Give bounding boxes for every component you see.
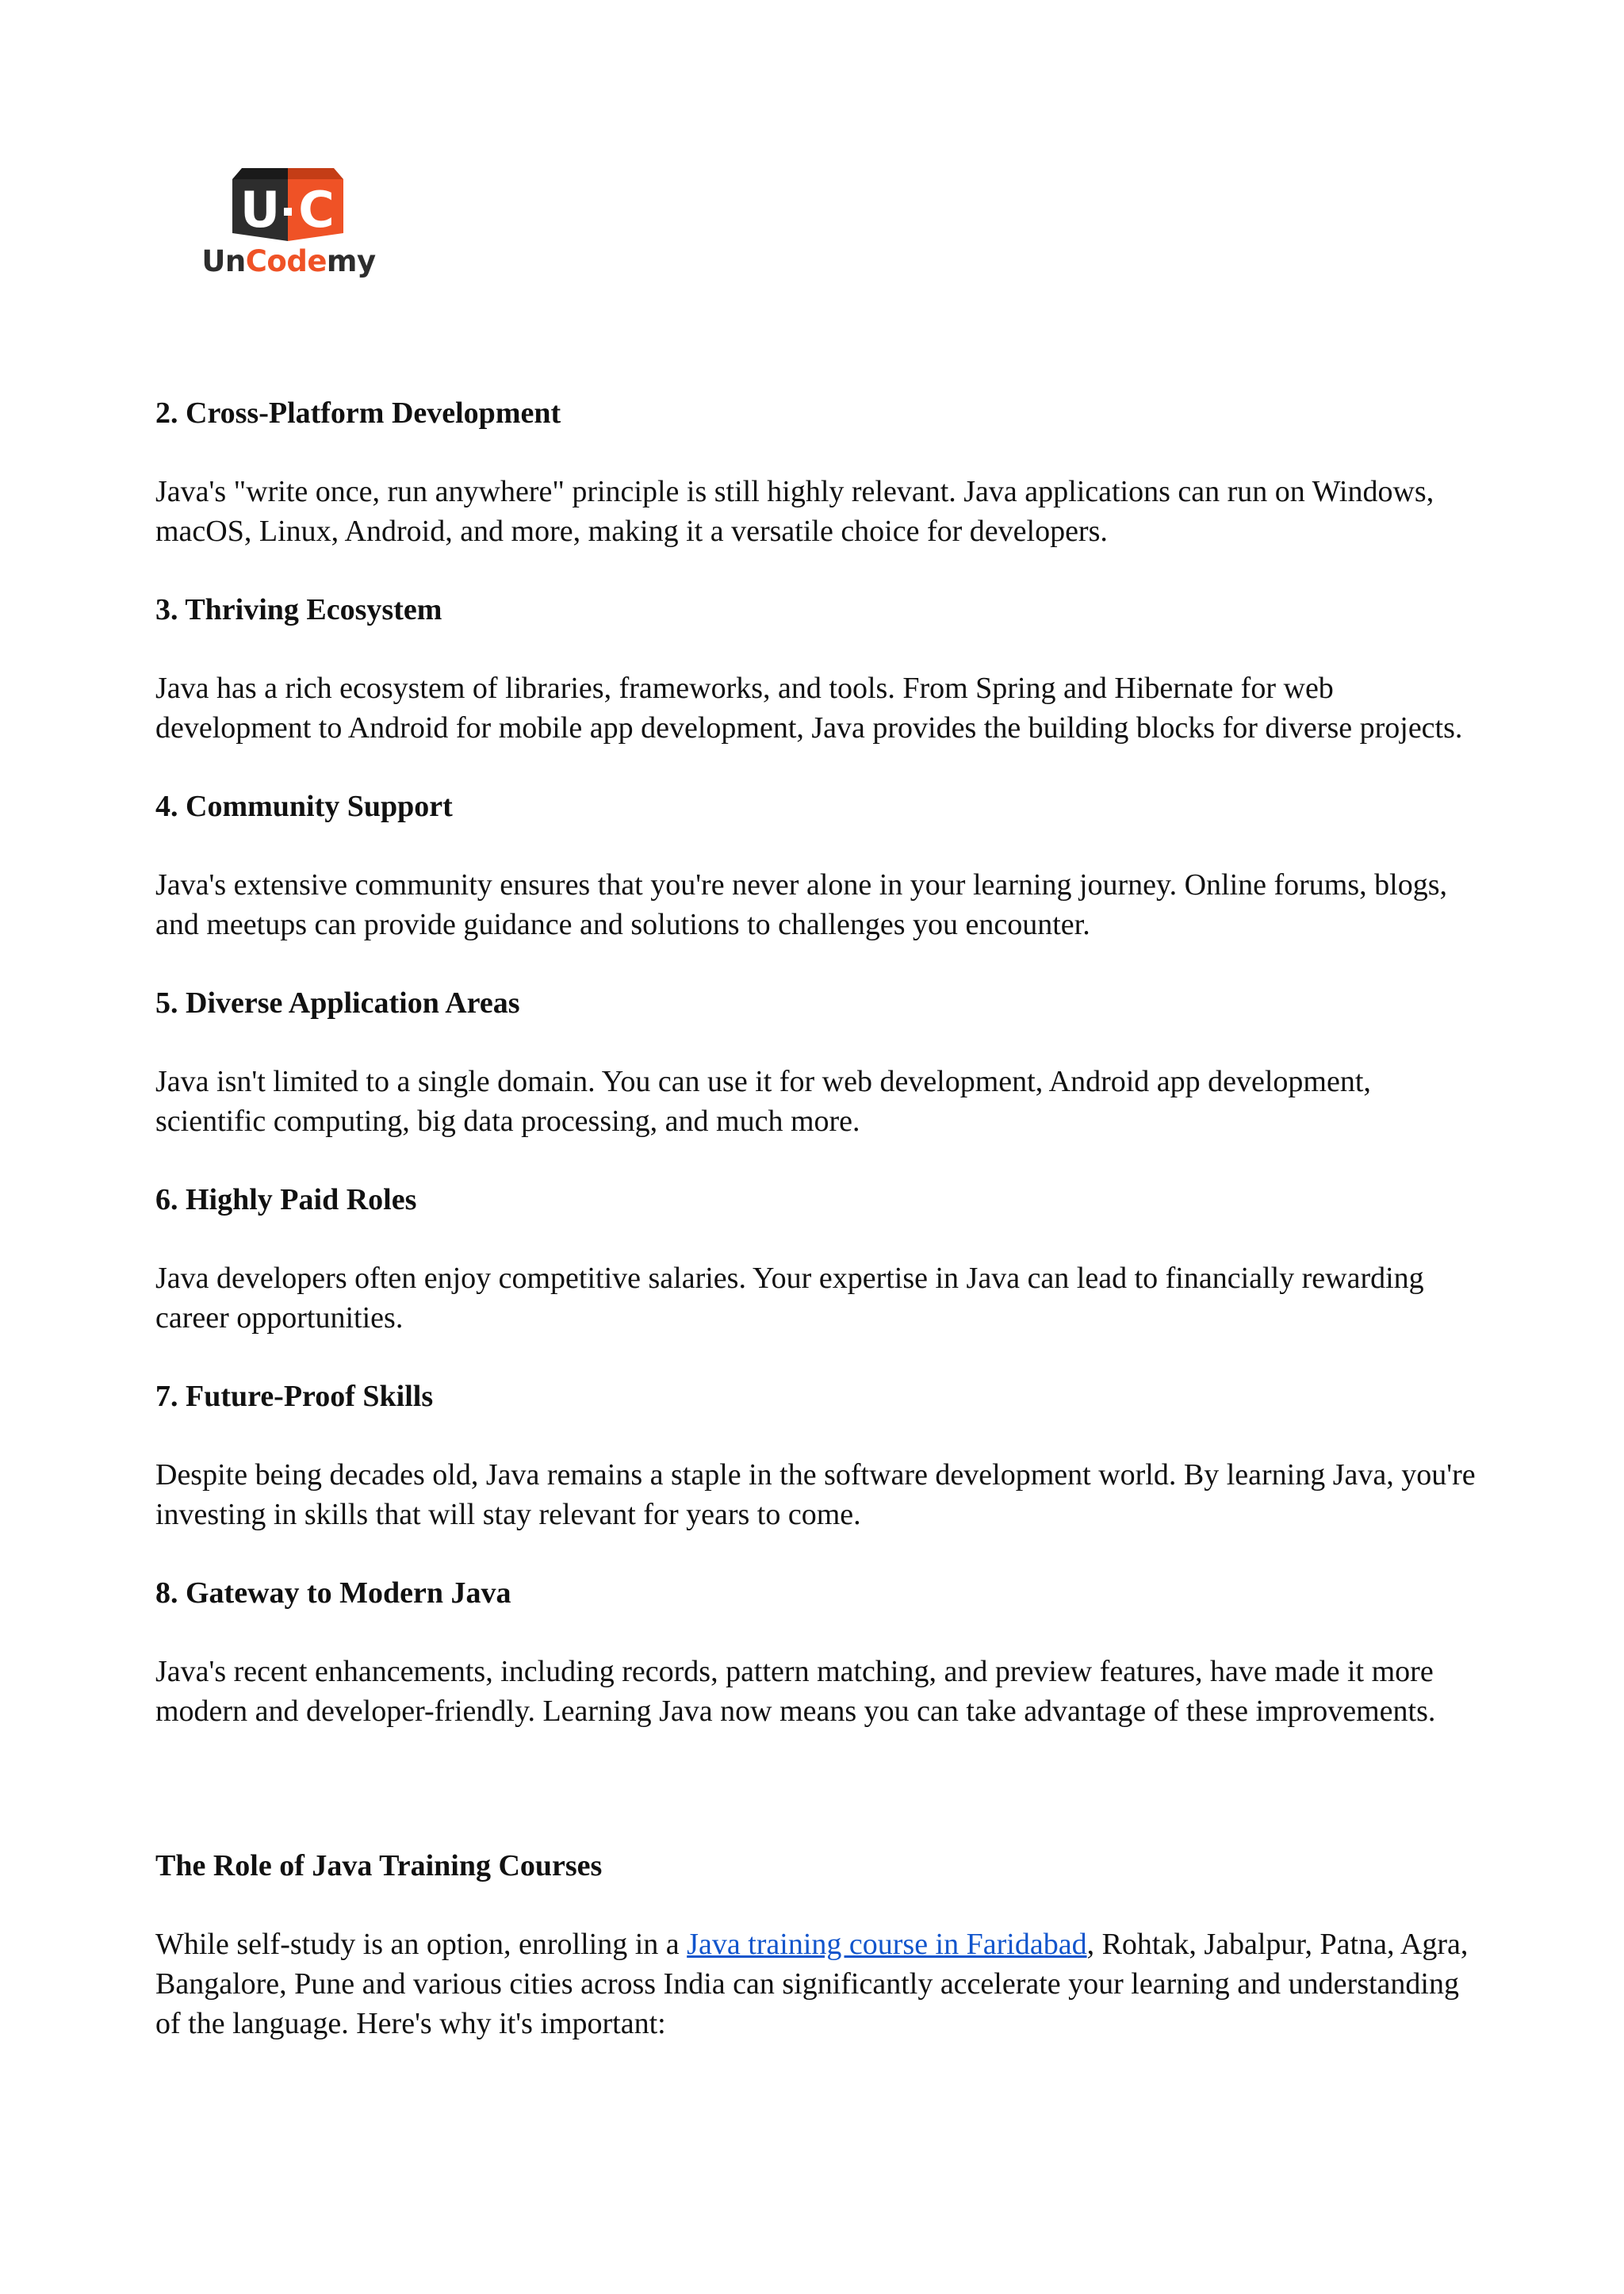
- section-body: Java's recent enhancements, including records, pattern matching, and preview features, have made it more modern and developer-friendly. Learning Java now means you can take advantage of these improvements.: [155, 1655, 1436, 1728]
- section-future-proof: [155, 1377, 1480, 1534]
- section-body: Java has a rich ecosystem of libraries, frameworks, and tools. From Spring and Hibernate for web development to Android for mobile app development, Java provides the building blocks for diverse projects.: [155, 672, 1463, 745]
- section-heading: 7. Future-Proof Skills: [155, 1380, 434, 1413]
- training-body: [155, 1924, 1480, 2043]
- section-body: Java's extensive community ensures that you're never alone in your learning journey. Online forums, blogs, and meetups can provide guidance and solutions to challenges you encounter.: [155, 868, 1447, 941]
- logo-mark-letter-c: C: [298, 181, 335, 239]
- section-heading: 2. Cross-Platform Development: [155, 396, 561, 430]
- section-heading: 6. Highly Paid Roles: [155, 1183, 417, 1216]
- section-community: [155, 787, 1480, 944]
- section-paid-roles: [155, 1180, 1480, 1338]
- logo-wordmark: [197, 244, 381, 278]
- java-training-course-link[interactable]: Java training course in Faridabad: [687, 1928, 1087, 1961]
- section-body: Java's "write once, run anywhere" principle is still highly relevant. Java applications can run on Windows, macOS, Linux, Android, and more, making it a versatile choice for developers.: [155, 475, 1434, 548]
- logo-word-my: my: [326, 244, 376, 278]
- section-heading: 5. Diverse Application Areas: [155, 986, 520, 1020]
- logo-word-code: Code: [245, 244, 327, 278]
- training-body-intro: While self-study is an option, enrolling in a: [155, 1928, 688, 1961]
- section-ecosystem: [155, 590, 1480, 748]
- section-cross-platform: [155, 393, 1480, 551]
- uncodemy-logo: [197, 168, 381, 295]
- section-spacer: [155, 1770, 1480, 1846]
- logo-mark-letter-u: U: [239, 181, 281, 239]
- training-heading: The Role of Java Training Courses: [155, 1849, 603, 1882]
- section-modern-java: [155, 1573, 1480, 1731]
- logo-word-un: Un: [201, 244, 246, 278]
- section-heading: 8. Gateway to Modern Java: [155, 1576, 511, 1610]
- document-content: [155, 393, 1480, 2082]
- section-application-areas: [155, 983, 1480, 1141]
- section-body: Java isn't limited to a single domain. You can use it for web development, Android app development, scientific computing, big data processing, and much more.: [155, 1065, 1371, 1138]
- section-body: Despite being decades old, Java remains a staple in the software development world. By learning Java, you're investing in skills that will stay relevant for years to come.: [155, 1458, 1476, 1531]
- uc-logo-mark: [232, 168, 343, 241]
- section-heading: 3. Thriving Ecosystem: [155, 593, 442, 626]
- training-body-rest: , Rohtak, Jabalpur, Patna, Agra, Bangalore, Pune and various cities across India can significantly accelerate your learning and understanding of the language. Here's why it's important:: [155, 1928, 1469, 2040]
- section-heading: 4. Community Support: [155, 790, 453, 823]
- section-training-courses: [155, 1846, 1480, 2043]
- section-body: Java developers often enjoy competitive salaries. Your expertise in Java can lead to financially rewarding career opportunities.: [155, 1262, 1424, 1335]
